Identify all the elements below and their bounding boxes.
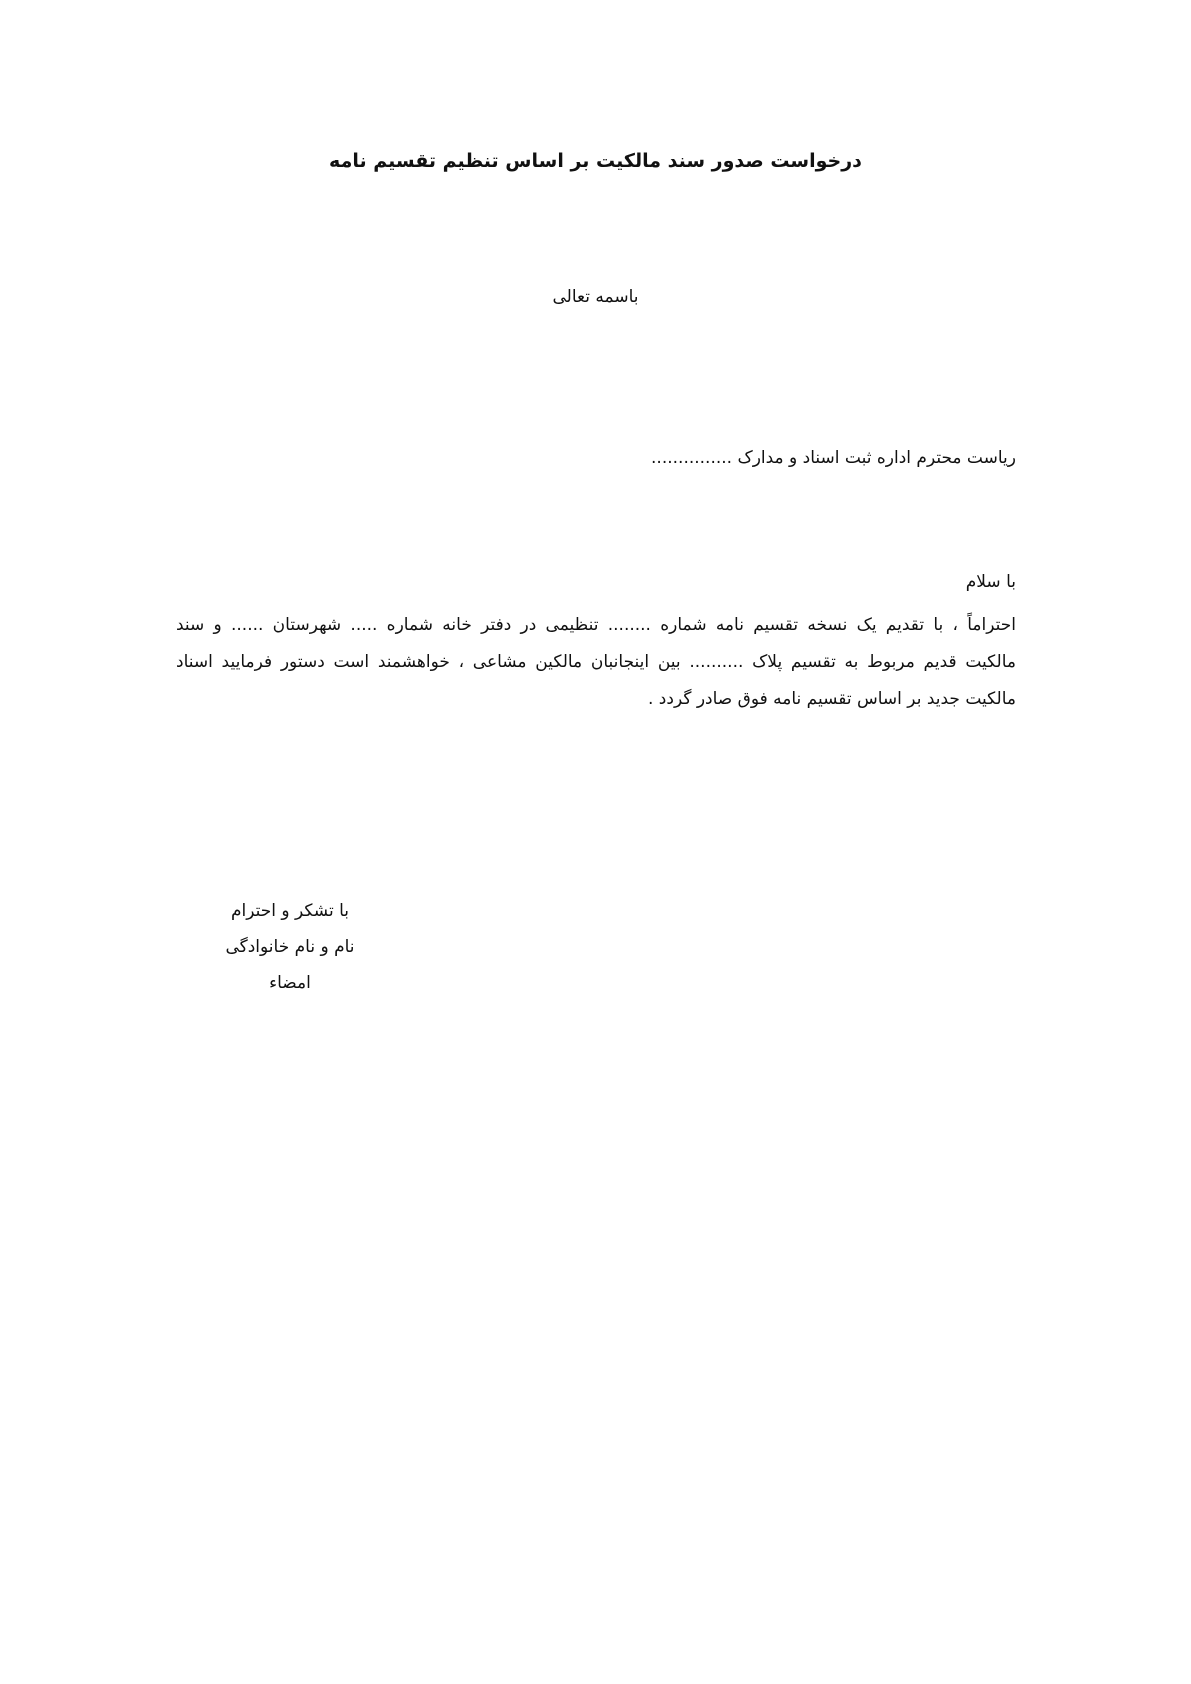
closing-signature-field: امضاء [269,973,311,993]
greeting-text: با سلام [965,572,1016,592]
invocation-text: باسمه تعالی [552,287,639,307]
closing-block [205,893,375,1001]
body-line: مالکیت قدیم مربوط به تقسیم پلاک .......... بین اینجانبان مالکین مشاعی ، خواهشمند است دستور فرمایید اسناد [176,652,1016,672]
closing-thanks: با تشکر و احترام [231,901,349,921]
closing-name-field: نام و نام خانوادگی [225,937,355,957]
addressee-line: ریاست محترم اداره ثبت اسناد و مدارک ............... [651,448,1016,468]
body-line: احتراماً ، با تقدیم یک نسخه تقسیم نامه شماره ........ تنظیمی در دفتر خانه شماره ..... شهرستان ...... و سند [176,615,1016,635]
document-title: درخواست صدور سند مالکیت بر اساس تنظیم تقسیم نامه [329,150,862,172]
letter-body [176,607,1016,718]
body-line: مالکیت جدید بر اساس تقسیم نامه فوق صادر گردد . [648,689,1016,709]
